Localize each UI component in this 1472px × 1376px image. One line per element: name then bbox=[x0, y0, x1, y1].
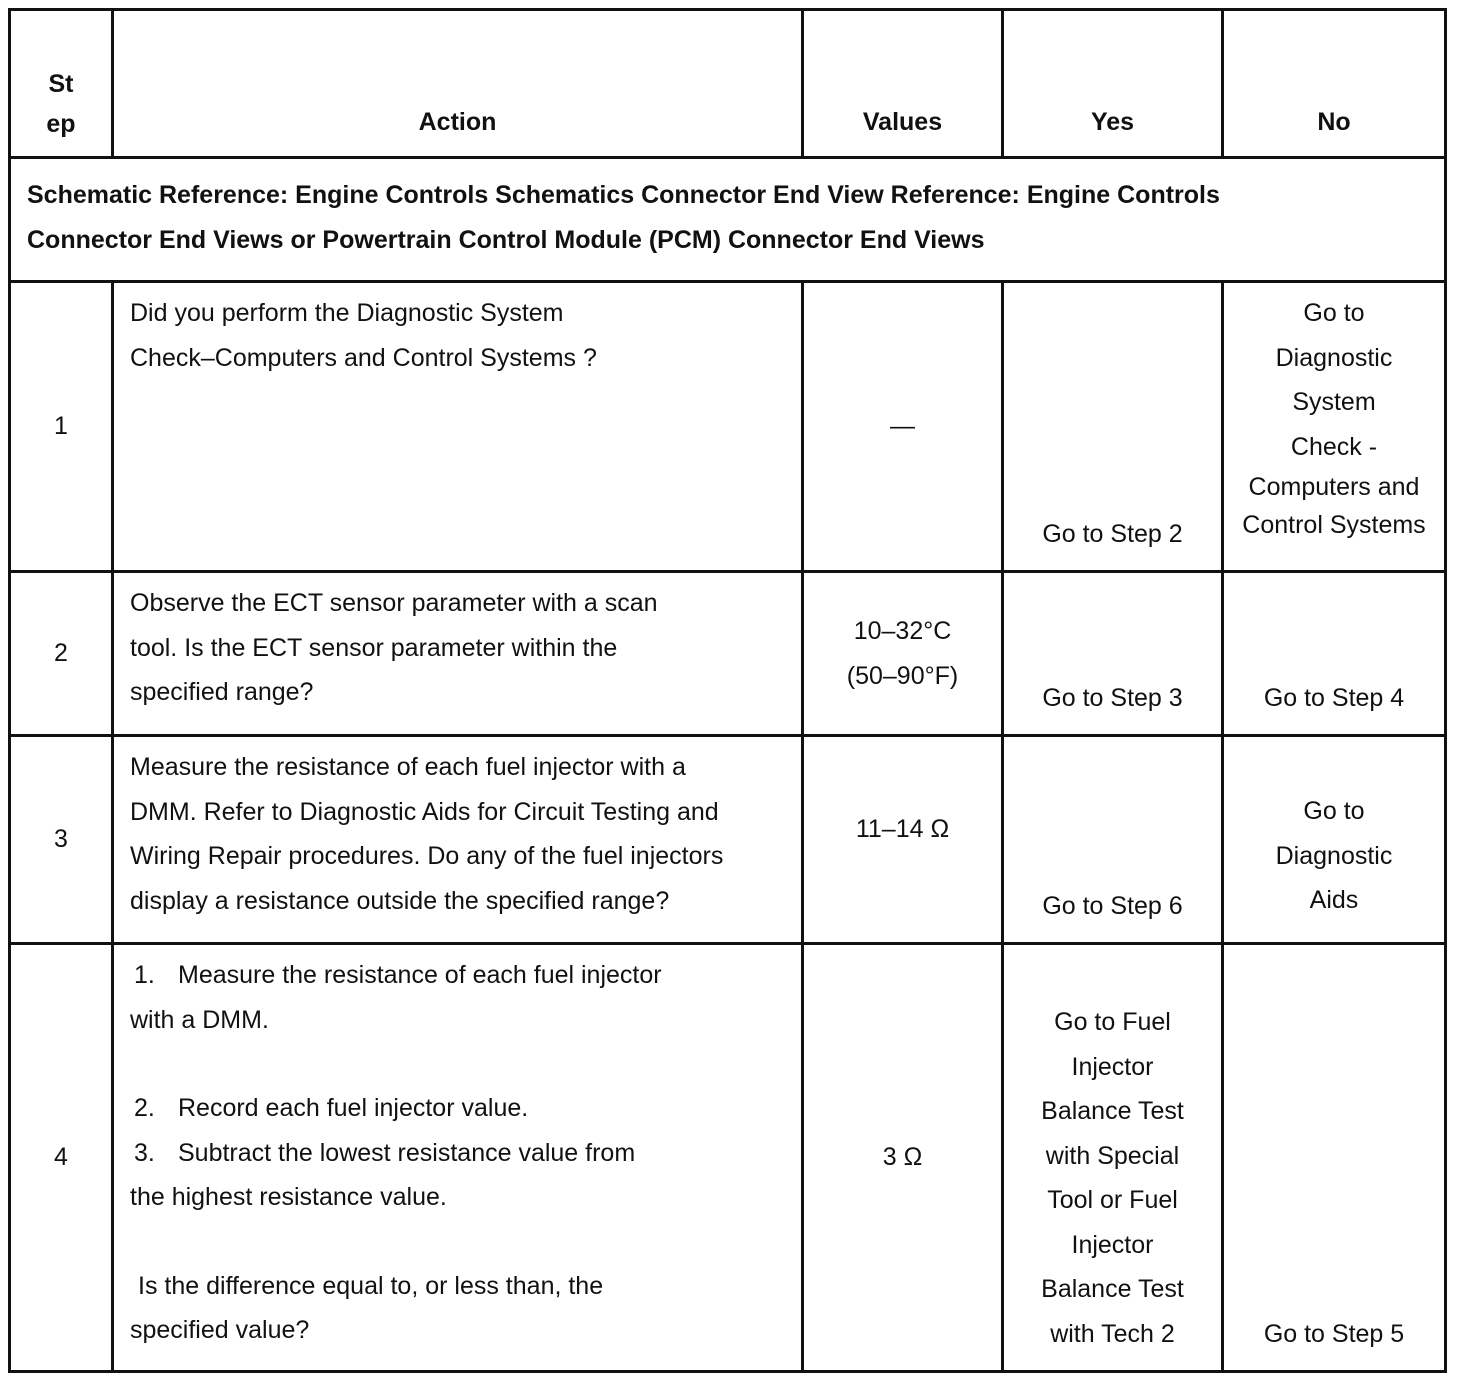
action-cell: Measure the resistance of each fuel injector with a DMM. Refer to Diagnostic Aids for Circuit Testing and Wiring Repair procedures. Do any of the fuel injectors display a resistance outside the specified range? bbox=[113, 736, 803, 944]
header-no: No bbox=[1223, 10, 1446, 158]
header-values: Values bbox=[803, 10, 1003, 158]
value-cell: 10–32°C (50–90°F) bbox=[803, 572, 1003, 736]
action-cell: Observe the ECT sensor parameter with a scan tool. Is the ECT sensor parameter within the specified range? bbox=[113, 572, 803, 736]
header-step: St ep bbox=[10, 10, 113, 158]
list-item: 1. Measure the resistance of each fuel injector bbox=[134, 961, 662, 989]
table-row bbox=[10, 282, 1446, 572]
table-row bbox=[10, 736, 1446, 944]
header-action: Action bbox=[113, 10, 803, 158]
no-cell: Go to Step 5 bbox=[1223, 944, 1446, 1372]
no-cell: Go to Step 4 bbox=[1223, 572, 1446, 736]
list-item: 3. Subtract the lowest resistance value from bbox=[134, 1138, 636, 1167]
step-number: 1 bbox=[10, 282, 113, 572]
step-number: 3 bbox=[10, 736, 113, 944]
action-cell: Did you perform the Diagnostic System Check–Computers and Control Systems ? bbox=[113, 282, 803, 572]
header-yes: Yes bbox=[1003, 10, 1223, 158]
yes-cell: Go to Step 6 bbox=[1003, 736, 1223, 944]
action-cell: 1. Measure the resistance of each fuel injector with a DMM. 2. Record each fuel injector value. 3. Subtract the lowest resistance value from the highest resistance value. Is the difference equal to, or less than, the specified value? bbox=[113, 944, 803, 1372]
table-row bbox=[10, 572, 1446, 736]
step-number: 4 bbox=[10, 944, 113, 1372]
no-cell: Go to Diagnostic Aids bbox=[1223, 736, 1446, 944]
table-row bbox=[10, 944, 1446, 1372]
value-cell: 11–14 Ω bbox=[803, 736, 1003, 944]
yes-cell: Go to Step 3 bbox=[1003, 572, 1223, 736]
yes-cell: Go to Step 2 bbox=[1003, 282, 1223, 572]
value-cell: — bbox=[803, 282, 1003, 572]
schematic-reference: Schematic Reference: Engine Controls Schematics Connector End View Reference: Engine Controls Connector End Views or Powertrain Control Module (PCM) Connector End Views bbox=[10, 158, 1446, 282]
diagnostic-table bbox=[8, 8, 1447, 1373]
no-cell: Go to Diagnostic System Check - Computers and Control Systems bbox=[1223, 282, 1446, 572]
list-item: 2. Record each fuel injector value. bbox=[134, 1094, 529, 1122]
reference-row bbox=[10, 158, 1446, 282]
yes-cell: Go to Fuel Injector Balance Test with Special Tool or Fuel Injector Balance Test with Tech 2 bbox=[1003, 944, 1223, 1372]
value-cell: 3 Ω bbox=[803, 944, 1003, 1372]
step-number: 2 bbox=[10, 572, 113, 736]
header-row bbox=[10, 10, 1446, 158]
